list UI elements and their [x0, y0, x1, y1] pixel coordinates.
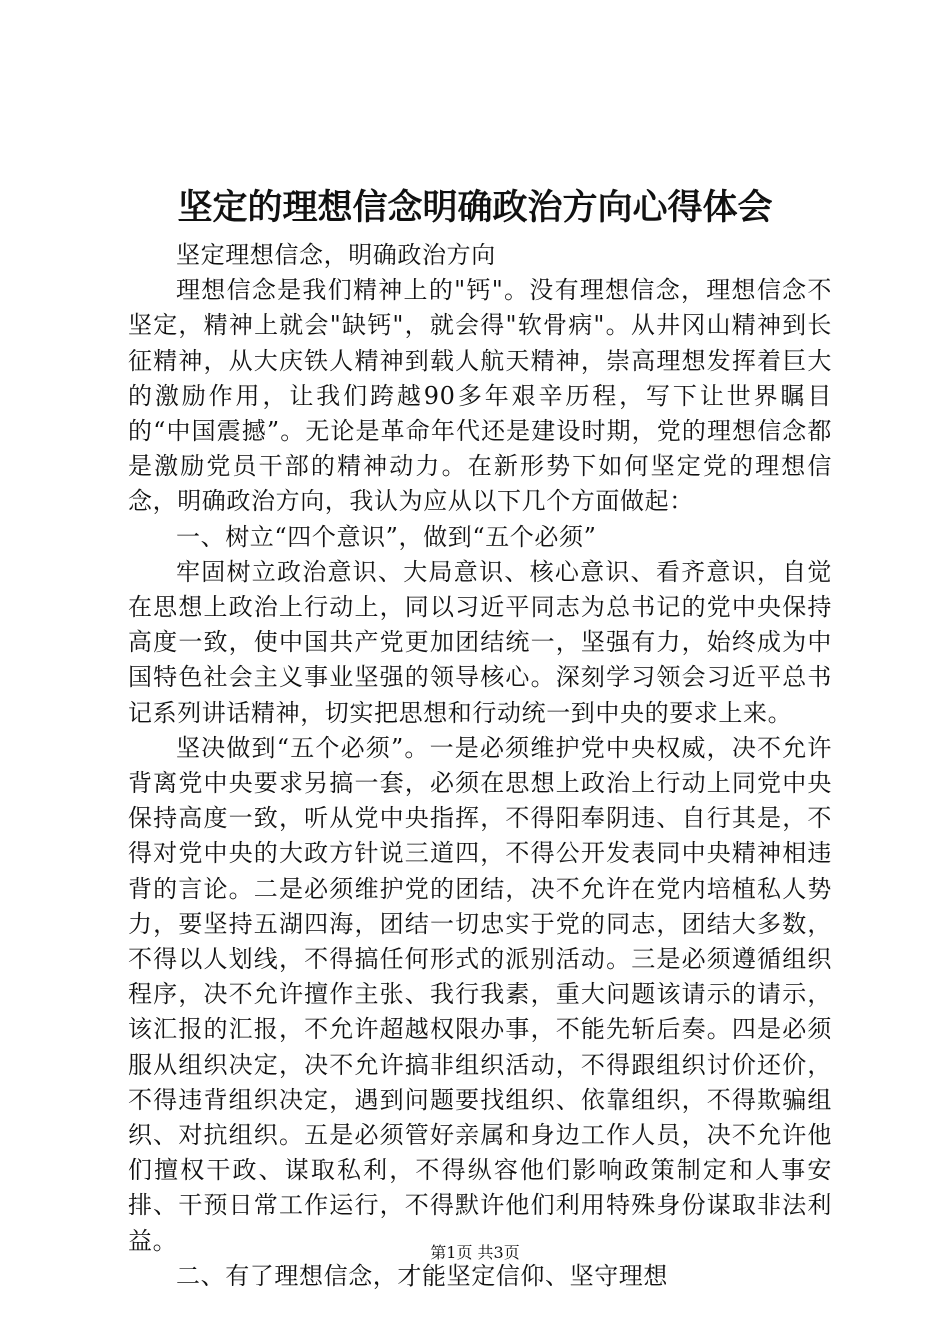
- body-paragraph: 坚决做到“五个必须”。一是必须维护党中央权威，决不允许背离党中央要求另搞一套，必须在思想上政治上行动上同党中央保持高度一致，听从党中央指挥，不得阳奉阴违、自行其是，不得对党中央的大政方针说三道四，不得公开发表同中央精神相违背的言论。二是必须维护党的团结，决不允许在党内培植私人势力，要坚持五湖四海，团结一切忠实于党的同志，团结大多数，不得以人划线，不得搞任何形式的派别活动。三是必须遵循组织程序，决不允许擅作主张、我行我素，重大问题该请示的请示，该汇报的汇报，不允许超越权限办事，不能先斩后奏。四是必须服从组织决定，决不允许搞非组织活动，不得跟组织讨价还价，不得违背组织决定，遇到问题要找组织、依靠组织，不得欺骗组织、对抗组织。五是必须管好亲属和身边工作人员，决不允许他们擅权干政、谋取私利，不得纵容他们影响政策制定和人事安排、干预日常工作运行，不得默许他们利用特殊身份谋取非法利益。: [128, 733, 832, 1255]
- section-heading-2: 二、有了理想信念，才能坚定信仰、坚守理想: [176, 1261, 668, 1290]
- subtitle-paragraph: 坚定理想信念，明确政治方向: [176, 241, 496, 269]
- body-paragraph: 牢固树立政治意识、大局意识、核心意识、看齐意识，自觉在思想上政治上行动上，同以习近平同志为总书记的党中央保持高度一致，使中国共产党更加团结统一，坚强有力，始终成为中国特色社会主义事业坚强的领导核心。深刻学习领会习近平总书记系列讲话精神，切实把思想和行动统一到中央的要求上来。: [128, 557, 832, 727]
- document-body: [128, 238, 832, 1294]
- document-title: 坚定的理想信念明确政治方向心得体会: [177, 188, 773, 228]
- section-heading-1: 一、树立“四个意识”，做到“五个必须”: [176, 522, 597, 551]
- intro-paragraph: 理想信念是我们精神上的"钙"。没有理想信念，理想信念不坚定，精神上就会"缺钙"，就会得"软骨病"。从井冈山精神到长征精神，从大庆铁人精神到载人航天精神，崇高理想发挥着巨大的激励作用，让我们跨越90多年艰辛历程，写下让世界瞩目的“中国震撼”。无论是革命年代还是建设时期，党的理想信念都是激励党员干部的精神动力。在新形势下如何坚定党的理想信念，明确政治方向，我认为应从以下几个方面做起：: [128, 276, 832, 516]
- page-footer: 第1页 共3页: [430, 1243, 520, 1262]
